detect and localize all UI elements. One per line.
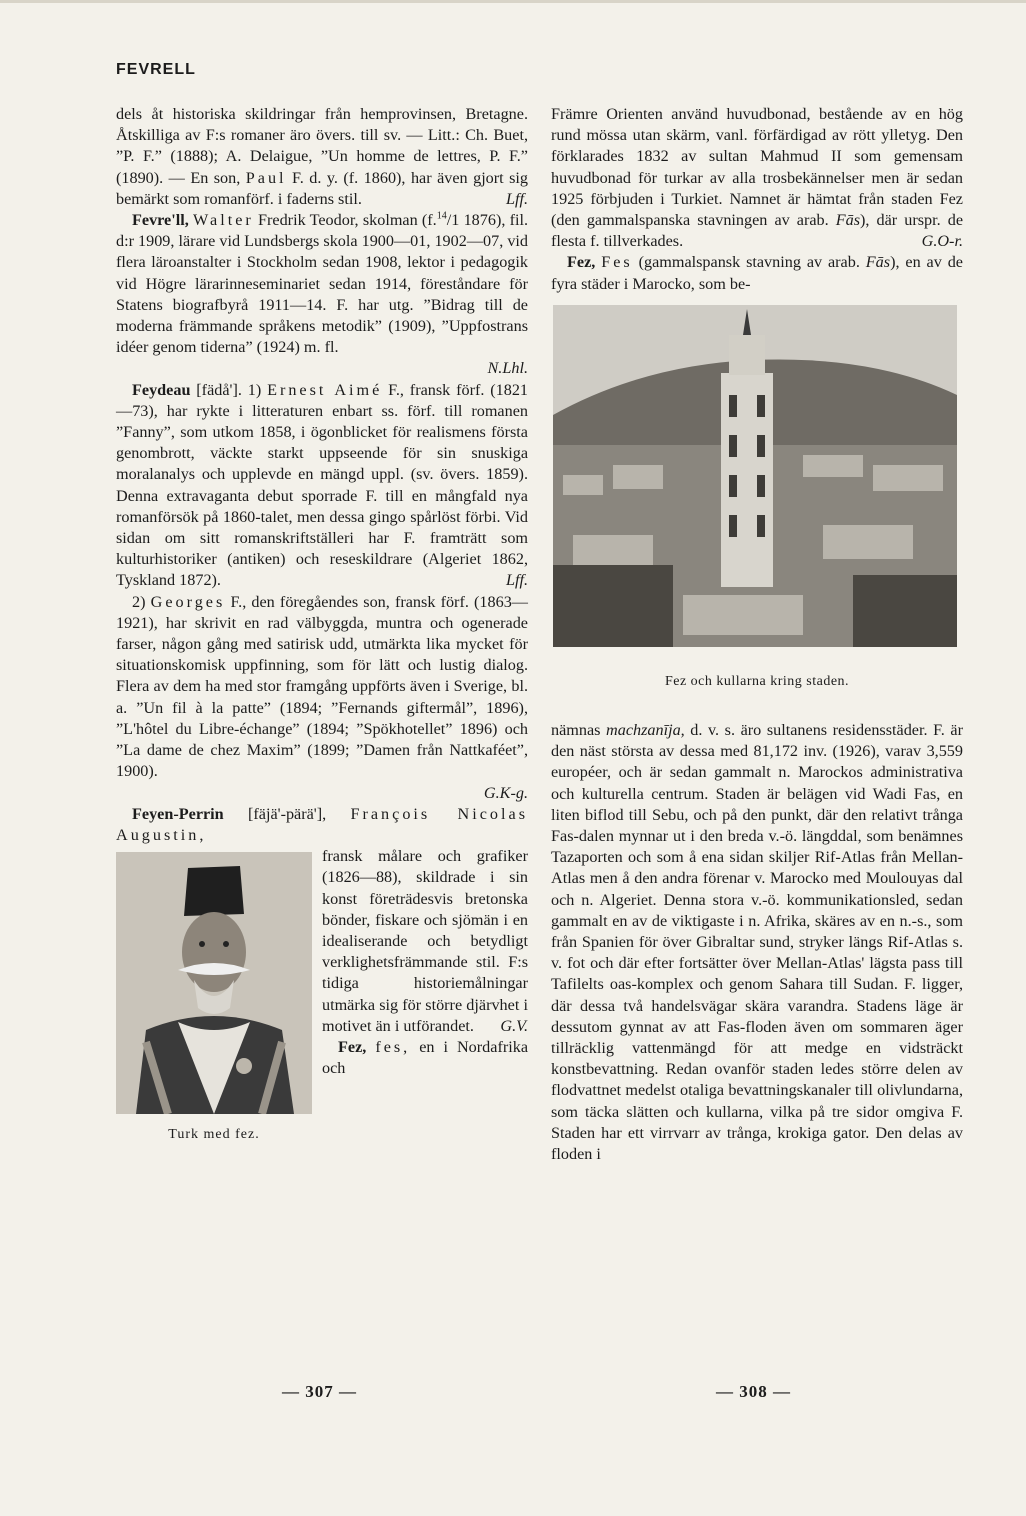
entry-georges: 2) Georges F., den föregåendes son, fransk förf. (1863—1921), har skrivit en rad välbyggda, muntra och ogenerade farser, någon gång med satirisk udd, utmärkta lika mycket för situationskomisk uppfinning, som för lätt och lustig dialog. Flera av dem ha med stor framgång uppförts även i Sverige, bl. a. ”Un fil à la patte” (1894; ”Fernands giftermål”, 1896), ”L'hôtel du Libre-échange” (1894; ”Spökhotellet” 1896) och ”La dame de chez Maxim” (1899; ”Damen från Nattkaféet”, 1900). G.K-g. (116, 592, 528, 804)
portrait-figure (116, 852, 312, 1145)
entry-feyen-perrin-body: fransk målare och grafiker (1826—88), skildrade i sin konst företrädesvis bretonska bönder, fiskare och sjömän i en idealiserande och betydligt verklighetsfrämmande stil. F:s tidiga historiemålningar utmärka sig för större djärvhet i motivet än i utförandet. G.V. (116, 846, 528, 1037)
portrait-caption: Turk med fez. (168, 1127, 260, 1143)
signature: Lff. (505, 189, 528, 208)
photo-figure (551, 305, 963, 692)
entry-fez: Fez, fes, en i Nordafrika och (322, 1037, 529, 1078)
headword: Fez, (567, 253, 596, 272)
top-rule (0, 0, 1026, 3)
entry-feydeau: Feydeau [fädå']. 1) Ernest Aimé F., fransk förf. (1821—73), har rykte i litteraturen enbart ss. förf. till romanen ”Fanny”, som utkom 1858, i ögonblicket för realismens första genombrott, väckte starkt uppseende för sin snuskiga moralanalys och upplevde en mängd uppl. (sv. övers. 1859). Denna extravaganta debut sporrade F. till en mångfald nya romanförsök på 1860-talet, men dessa gingo spårlöst förbi. Vid sidan om sitt romanskriftställeri har F. framträtt som kulturhistoriker (antiken) och reseskildrare (Algeriet 1862, Tyskland 1872). Lff. (116, 380, 528, 592)
running-head: FEVRELL (116, 61, 196, 78)
headword: Feyen-Perrin (132, 804, 224, 823)
signature: Lff. (505, 571, 528, 590)
fez-cityscape-illustration (553, 305, 957, 647)
signature: G.K-g. (483, 783, 528, 802)
headword: Fez, (338, 1037, 367, 1056)
entry-fez-continuation: Främre Orienten använd huvudbonad, bestående av en hög rund mössa utan skärm, vanl. förfärdigad av rött ylletyg. Den förklarades 1832 av sultan Mahmud II som gemensam huvudbonad för turkar av alla trosbekännelser men är sedan 1925 förbjuden i Turkiet. Namnet är hämtat från staden Fez (den gammalspanska stavningen av arab. Fās), där urspr. de flesta f. tillverkades. G.O-r. (551, 104, 963, 252)
signature: G.V. (500, 1016, 528, 1035)
entry-continuation: dels åt historiska skildringar från hemprovinsen, Bretagne. Åtskilliga av F:s romaner äro övers. till sv. — Litt.: Ch. Buet, ”P. F.” (1888); A. Delaigue, ”Un homme de lettres, P. F.” (1890). — En son, Paul F. d. y. (f. 1860), har även gjort sig bemärkt som romanförf. i faderns stil. Lff. (116, 104, 528, 210)
entry-fevrell: Fevre'll, Walter Fredrik Teodor, skolman (f.$^{14}$/1 1876), fil. d:r 1909, lärare vid Lundsbergs skola 1900—01, 1902—07, vid flera läroanstalter i Stockholm sedan 1908, lektor i pedagogik vid Högre lärarinneseminariet sedan 1914, föreståndare för Statens biografbyrå 1911—14. F. har utg. ”Bidrag till de moderna främmande språkens metodik” (1909), ”Uppfostrans idéer genom tiderna” (1924) m. fl. N.Lhl. (116, 210, 528, 380)
entry-feyen-perrin: Feyen-Perrin [fäjä'-pärä'], François Nicolas Augustin, (116, 804, 528, 844)
right-column (551, 104, 963, 1165)
headword: Fevre'll, (132, 211, 189, 230)
portrait-image (116, 852, 312, 1114)
turk-portrait-illustration (116, 852, 312, 1114)
signature: N.Lhl. (487, 359, 528, 378)
entry-fez-city: Fez, Fes (gammalspansk stavning av arab. Fās), en av de fyra städer i Marocko, som be- (551, 253, 963, 293)
signature: G.O-r. (921, 232, 963, 251)
page-number-left: — 307 — (282, 1382, 357, 1401)
page-number-right: — 308 — (716, 1382, 791, 1401)
headword: Feydeau (132, 380, 191, 399)
fez-city-photo (553, 305, 957, 647)
photo-caption: Fez och kullarna kring staden. (664, 673, 850, 689)
left-column (116, 104, 528, 1145)
entry-fez-city-body: nämnas machzanīja, d. v. s. äro sultanens residensstäder. F. är den näst största av dessa med 81,172 inv. (1926), varav 3,559 européer, och är sedan gammalt n. Marockos administrativa och kulturella centrum. Staden är belägen vid Wadi Fas, en liten biflod till Sebu, och på den punkt, där den relativt trånga Fas-dalen mynnar ut i den breda v.-ö. längddal, som benämnes Tazaporten och som å ena sidan skiljer Rif-Atlas från Mellan-Atlas men å den andra förenar v. Marocko med Moulouyas dal och n. Algeriet. Denna stora v.-ö. kommunikationsled, sedan gammalt en av de viktigaste i n. Afrika, skäres av en n.-s., som från Spanien för över Gibraltar sund, stryker längs Rif-Atlas s. v. fot och där efter fortsätter över Mellan-Atlas' lägsta pass till Tafilelts oas-komplex och genom Sahara till Sudan. F. ligger, där dessa två handelsvägar skära varandra. Stadens läge är dessutom gynnat av att Fas-floden även om sommaren äger tillräcklig vattenmängd för att medge en vidsträckt konstbevattning. Redan ovanför staden ledes större delen av flodvattnet medelst otaliga bevattningskanaler till olivlundarna, som täcka slätten och kullarna, vilka på tre sidor omgiva F. Staden har ett virrvarr av trånga, krokiga gator. Den delas av floden i (551, 721, 963, 1164)
